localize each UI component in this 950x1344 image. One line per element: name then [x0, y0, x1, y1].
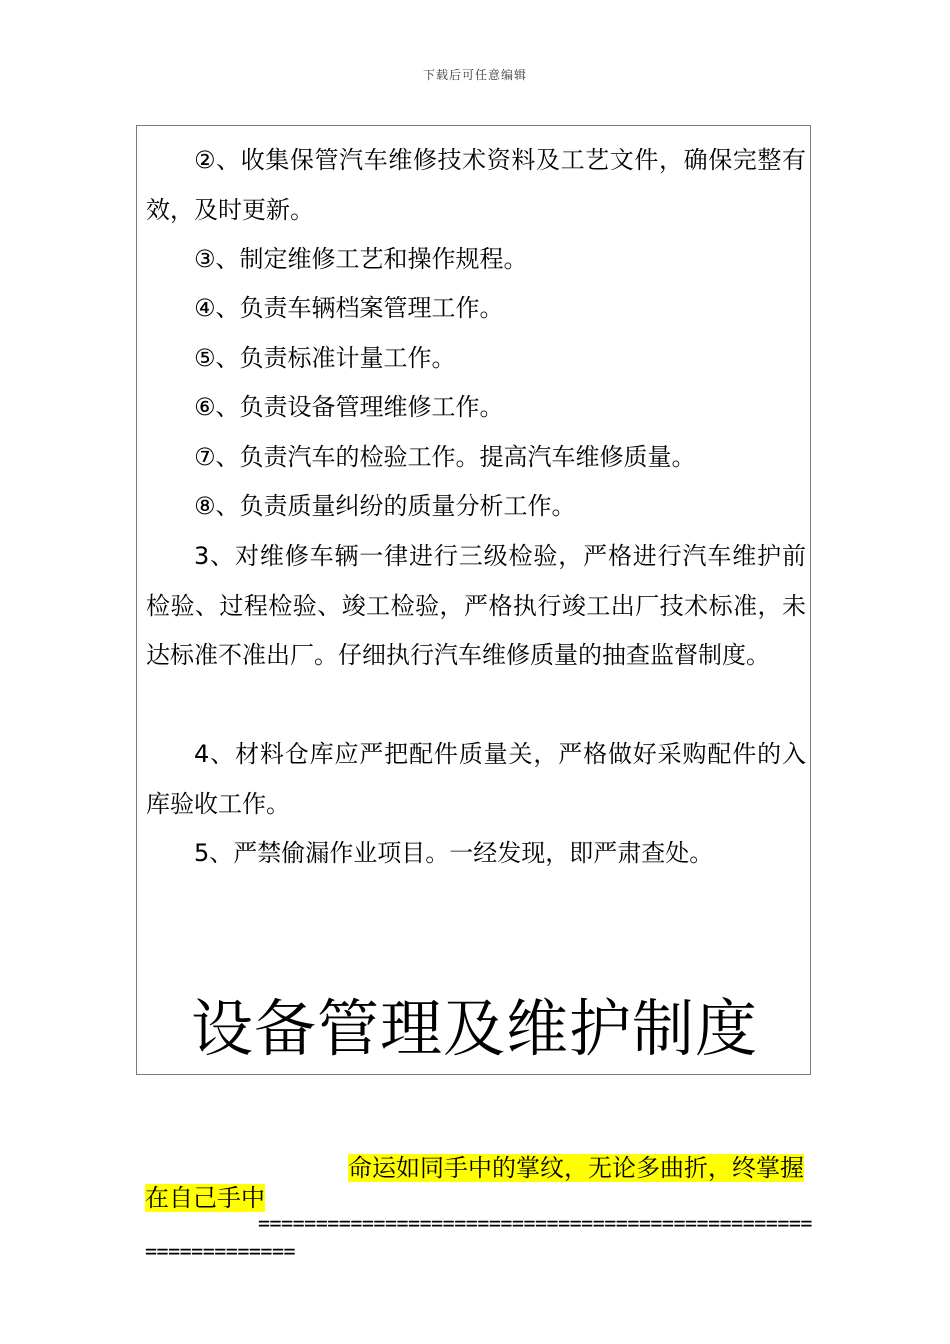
- section-title: 设备管理及维护制度: [190, 992, 758, 1065]
- document-frame: [136, 125, 811, 1075]
- paragraph-item-8: ⑧、负责质量纠纷的质量分析工作。: [194, 492, 576, 520]
- paragraph-point-4: 4、材料仓库应严把配件质量关，严格做好采购配件的入库验收工作。: [146, 740, 806, 818]
- paragraph-point-5: 5、严禁偷漏作业项目。一经发现，即严肃查处。: [194, 839, 714, 867]
- paragraph-item-2: ②、收集保管汽车维修技术资料及工艺文件，确保完整有效，及时更新。: [146, 146, 806, 224]
- paragraph-item-7: ⑦、负责汽车的检验工作。提高汽车维修质量。: [194, 443, 696, 471]
- paragraph-point-3: 3、对维修车辆一律进行三级检验，严格进行汽车维护前检验、过程检验、竣工检验，严格执行竣工出厂技术标准，未达标准不准出厂。仔细执行汽车维修质量的抽查监督制度。: [146, 542, 806, 669]
- paragraph-item-6: ⑥、负责设备管理维修工作。: [194, 393, 504, 421]
- motto-highlight: 命运如同手中的掌纹，无论多曲折，终掌握在自己手中: [145, 1154, 804, 1212]
- motto-text: [145, 1153, 810, 1213]
- separator-line: =============================================================: [145, 1211, 812, 1263]
- paragraph-item-3: ③、制定维修工艺和操作规程。: [194, 245, 528, 273]
- paragraph-item-5: ⑤、负责标准计量工作。: [194, 344, 456, 372]
- paragraph-item-4: ④、负责车辆档案管理工作。: [194, 294, 504, 322]
- header-note: 下载后可任意编辑: [422, 68, 527, 82]
